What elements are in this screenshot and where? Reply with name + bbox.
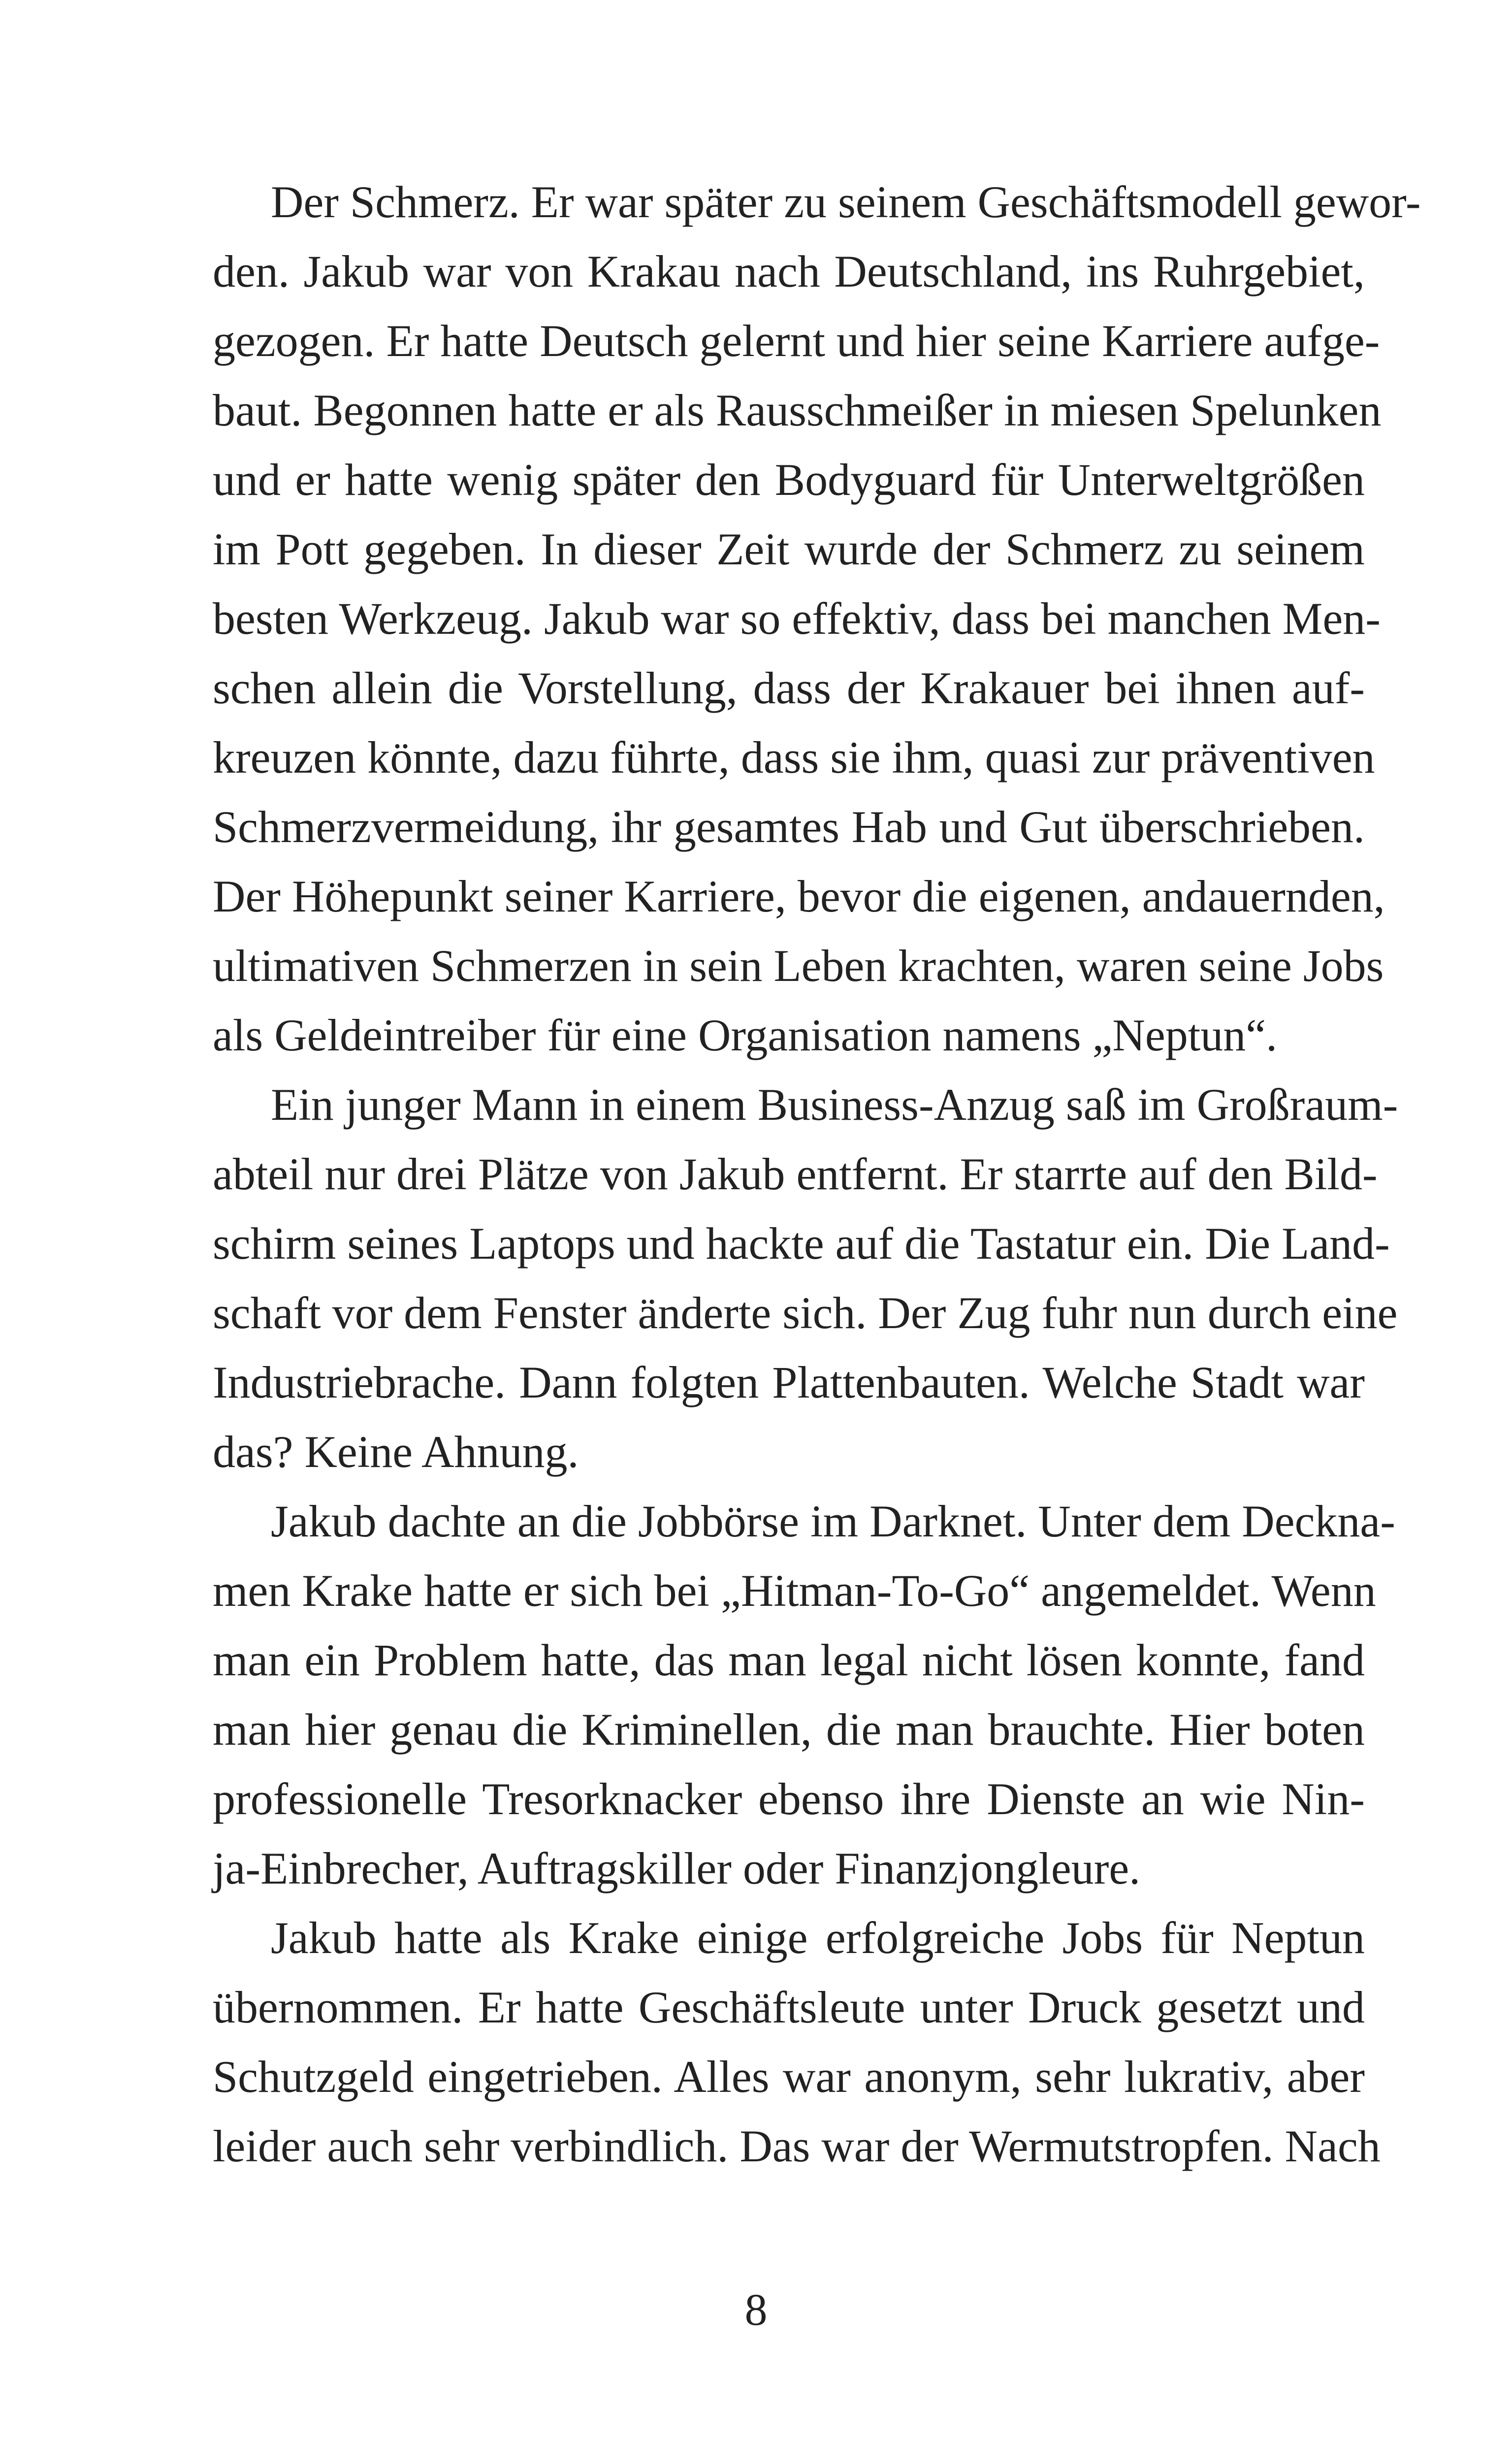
text-line: besten Werkzeug. Jakub war so effektiv, dass bei manchen Men- [213, 593, 1381, 644]
text-line: man ein Problem hatte, das man legal nicht lösen konnte, fand [213, 1635, 1365, 1685]
text-line: gezogen. Er hatte Deutsch gelernt und hier seine Karriere aufge- [213, 316, 1380, 366]
text-line: men Krake hatte er sich bei „Hitman-To-Go“ angemeldet. Wenn [213, 1565, 1376, 1616]
text-line: Jakub dachte an die Jobbörse im Darknet. Unter dem Deckna- [271, 1496, 1395, 1546]
text-line: ultimativen Schmerzen in sein Leben krachten, waren seine Jobs [213, 941, 1384, 991]
text-line: den. Jakub war von Krakau nach Deutschland, ins Ruhrgebiet, [213, 246, 1365, 296]
text-line: im Pott gegeben. In dieser Zeit wurde der Schmerz zu seinem [213, 524, 1365, 574]
text-line: schirm seines Laptops und hackte auf die Tastatur ein. Die Land- [213, 1218, 1390, 1269]
text-line: leider auch sehr verbindlich. Das war der Wermutstropfen. Nach [213, 2121, 1381, 2171]
text-line: schaft vor dem Fenster änderte sich. Der Zug fuhr nun durch eine [213, 1288, 1398, 1338]
text-line: baut. Begonnen hatte er als Rausschmeißer in miesen Spelunken [213, 385, 1382, 435]
text-line: Ein junger Mann in einem Business-Anzug saß im Großraum- [271, 1079, 1398, 1130]
text-line: Industriebrache. Dann folgten Plattenbauten. Welche Stadt war [213, 1357, 1365, 1407]
text-line: professionelle Tresorknacker ebenso ihre Dienste an wie Nin- [213, 1774, 1365, 1824]
text-line: Der Schmerz. Er war später zu seinem Geschäftsmodell gewor- [271, 177, 1421, 227]
text-line: Schutzgeld eingetrieben. Alles war anonym, sehr lukrativ, aber [213, 2052, 1365, 2102]
text-line: Der Höhepunkt seiner Karriere, bevor die eigenen, andauernden, [213, 871, 1385, 921]
text-line: Jakub hatte als Krake einige erfolgreiche Jobs für Neptun [271, 1913, 1365, 1963]
text-line: Schmerzvermeidung, ihr gesamtes Hab und Gut überschrieben. [213, 802, 1365, 852]
text-line: und er hatte wenig später den Bodyguard für Unterweltgrößen [213, 455, 1365, 505]
page-number: 8 [744, 2284, 768, 2335]
text-line: als Geldeintreiber für eine Organisation namens „Neptun“. [213, 1010, 1278, 1060]
text-line: schen allein die Vorstellung, dass der Krakauer bei ihnen auf- [213, 663, 1365, 713]
text-line: das? Keine Ahnung. [213, 1427, 579, 1477]
text-line: kreuzen könnte, dazu führte, dass sie ihm, quasi zur präventiven [213, 732, 1375, 782]
text-line: man hier genau die Kriminellen, die man brauchte. Hier boten [213, 1704, 1365, 1755]
text-line: ja-Einbrecher, Auftragskiller oder Finanzjongleure. [213, 1843, 1141, 1893]
text-line: übernommen. Er hatte Geschäftsleute unter Druck gesetzt und [213, 1982, 1365, 2032]
text-line: abteil nur drei Plätze von Jakub entfernt. Er starrte auf den Bild- [213, 1149, 1378, 1199]
body-text [213, 167, 1421, 2181]
